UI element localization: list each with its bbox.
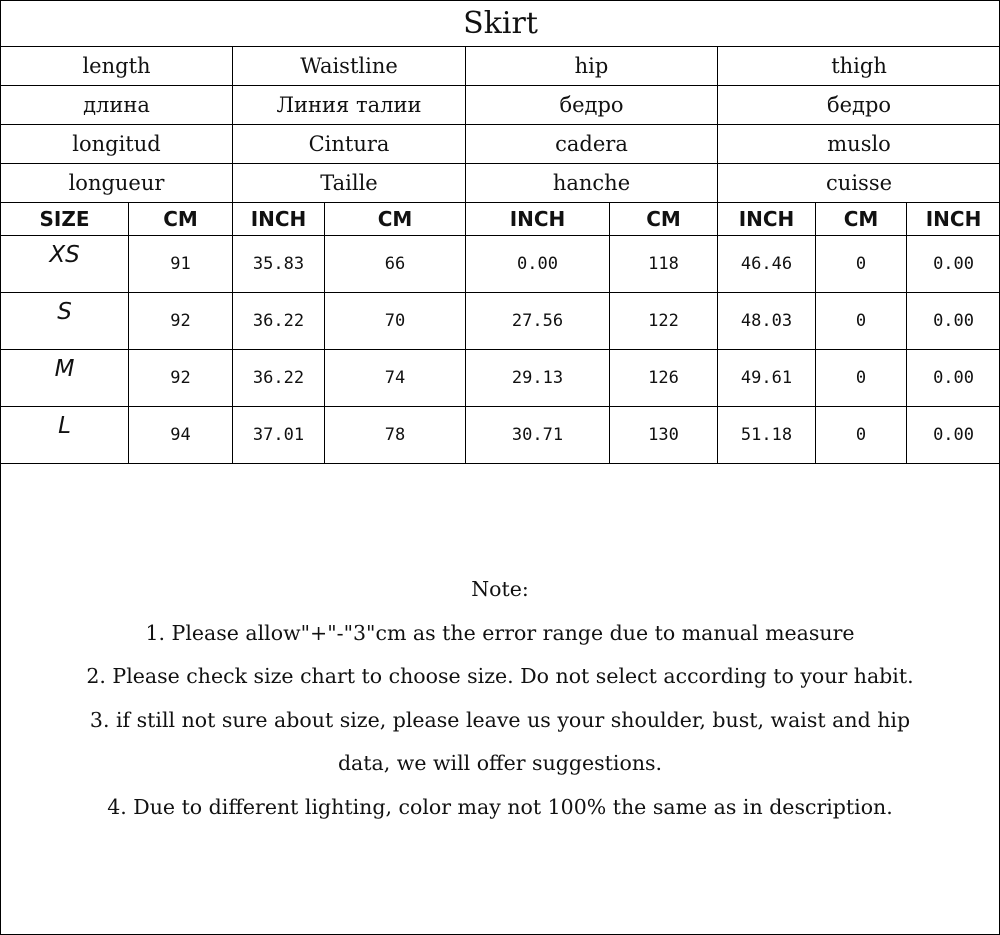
- label-row-french: [1, 164, 1000, 203]
- thigh-label-ru: бедро: [718, 86, 1000, 125]
- hip-label-fr: hanche: [466, 164, 718, 203]
- thigh-inch-header: INCH: [907, 203, 1000, 236]
- size-chart-table: [0, 0, 1000, 464]
- thigh-inch-cell: 0.00: [907, 350, 1000, 407]
- notes-section: [0, 568, 1000, 829]
- size-cell: L: [1, 407, 129, 464]
- notes-heading: Note:: [471, 577, 529, 601]
- hip-inch-header: INCH: [718, 203, 816, 236]
- length-cm-header: CM: [129, 203, 233, 236]
- note-line: data, we will offer suggestions.: [337, 751, 663, 775]
- hip-cm-cell: 118: [610, 236, 718, 293]
- waistline-inch-cell: 30.71: [466, 407, 610, 464]
- waistline-cm-header: CM: [325, 203, 466, 236]
- length-label-es: longitud: [1, 125, 233, 164]
- length-cm-cell: 92: [129, 293, 233, 350]
- hip-inch-cell: 46.46: [718, 236, 816, 293]
- thigh-inch-cell: 0.00: [907, 407, 1000, 464]
- table-row: [1, 407, 1000, 464]
- waistline-label: Waistline: [233, 47, 466, 86]
- hip-cm-cell: 122: [610, 293, 718, 350]
- size-cell: S: [1, 293, 129, 350]
- length-cm-cell: 94: [129, 407, 233, 464]
- thigh-cm-header: CM: [816, 203, 907, 236]
- waistline-cm-cell: 74: [325, 350, 466, 407]
- note-line: 4. Due to different lighting, color may not 100% the same as in description.: [107, 794, 893, 819]
- note-line: 2. Please check size chart to choose size. Do not select according to your habit.: [86, 664, 914, 688]
- hip-inch-cell: 48.03: [718, 293, 816, 350]
- hip-label-ru: бедро: [466, 86, 718, 125]
- thigh-cm-cell: 0: [816, 293, 907, 350]
- table-row: [1, 293, 1000, 350]
- length-label: length: [1, 47, 233, 86]
- length-cm-cell: 92: [129, 350, 233, 407]
- thigh-label-fr: cuisse: [718, 164, 1000, 203]
- size-cell: XS: [1, 236, 129, 293]
- hip-inch-cell: 51.18: [718, 407, 816, 464]
- note-line: 3. if still not sure about size, please leave us your shoulder, bust, waist and hip: [89, 707, 911, 732]
- waistline-label-es: Cintura: [233, 125, 466, 164]
- thigh-cm-cell: 0: [816, 236, 907, 293]
- waistline-cm-cell: 70: [325, 293, 466, 350]
- waistline-inch-header: INCH: [466, 203, 610, 236]
- size-header: SIZE: [1, 203, 129, 236]
- length-label-ru: длина: [1, 86, 233, 125]
- unit-header-row: [1, 203, 1000, 236]
- waistline-cm-cell: 78: [325, 407, 466, 464]
- label-row-spanish: [1, 125, 1000, 164]
- length-inch-header: INCH: [233, 203, 325, 236]
- hip-cm-cell: 126: [610, 350, 718, 407]
- label-row-russian: [1, 86, 1000, 125]
- length-cm-cell: 91: [129, 236, 233, 293]
- hip-cm-header: CM: [610, 203, 718, 236]
- thigh-cm-cell: 0: [816, 407, 907, 464]
- length-inch-cell: 35.83: [233, 236, 325, 293]
- hip-label: hip: [466, 47, 718, 86]
- hip-inch-cell: 49.61: [718, 350, 816, 407]
- waistline-inch-cell: 29.13: [466, 350, 610, 407]
- length-inch-cell: 37.01: [233, 407, 325, 464]
- label-row-english: [1, 47, 1000, 86]
- thigh-label-es: muslo: [718, 125, 1000, 164]
- waistline-cm-cell: 66: [325, 236, 466, 293]
- length-inch-cell: 36.22: [233, 293, 325, 350]
- size-cell: M: [1, 350, 129, 407]
- hip-cm-cell: 130: [610, 407, 718, 464]
- waistline-label-fr: Taille: [233, 164, 466, 203]
- length-inch-cell: 36.22: [233, 350, 325, 407]
- thigh-inch-cell: 0.00: [907, 293, 1000, 350]
- waistline-label-ru: Линия талии: [233, 86, 466, 125]
- table-row: [1, 236, 1000, 293]
- waistline-inch-cell: 27.56: [466, 293, 610, 350]
- hip-label-es: cadera: [466, 125, 718, 164]
- waistline-inch-cell: 0.00: [466, 236, 610, 293]
- table-row: [1, 350, 1000, 407]
- thigh-label: thigh: [718, 47, 1000, 86]
- thigh-inch-cell: 0.00: [907, 236, 1000, 293]
- length-label-fr: longueur: [1, 164, 233, 203]
- note-line: 1. Please allow"+"-"3"cm as the error range due to manual measure: [145, 620, 855, 645]
- thigh-cm-cell: 0: [816, 350, 907, 407]
- chart-title: Skirt: [1, 1, 1000, 47]
